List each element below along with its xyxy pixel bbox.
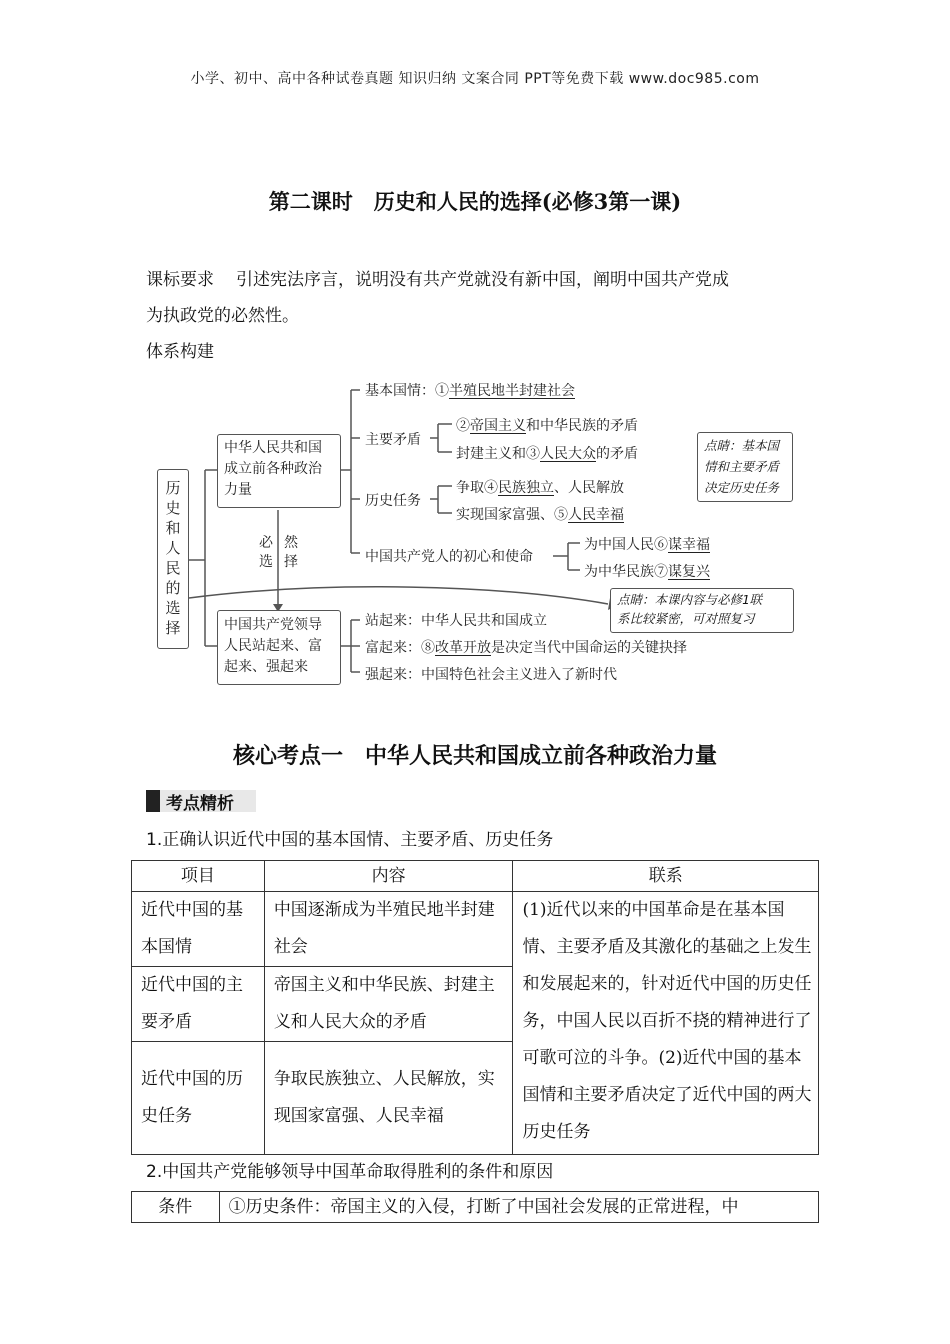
chuxin-line1 bbox=[584, 534, 710, 554]
branch-chuxin-label: 中国共产党人的初心和使命 bbox=[365, 549, 533, 565]
box-a-line: 成立前各种政治 bbox=[224, 461, 322, 477]
bixuan-char: 选 bbox=[259, 554, 273, 570]
fu-pre: 富起来： bbox=[365, 640, 421, 656]
note1-line: 决定历史任务 bbox=[704, 480, 780, 495]
chuxin-answer-1: 谋幸福 bbox=[668, 537, 710, 553]
blank-number: ③ bbox=[526, 446, 540, 462]
root-char: 和 bbox=[165, 519, 181, 537]
chuxin-line2 bbox=[584, 561, 710, 581]
box-b-line: 人民站起来、富 bbox=[224, 638, 322, 654]
subheading-1: 1.正确认识近代中国的基本国情、主要矛盾、历史任务 bbox=[146, 830, 554, 850]
cell-item: 近代中国的历史任务 bbox=[132, 1042, 265, 1155]
renwu-answer-2: 人民幸福 bbox=[568, 507, 624, 523]
kaodian-label: 考点精析 bbox=[166, 794, 234, 814]
note-dianjing-1 bbox=[697, 432, 793, 502]
branch-jiben bbox=[365, 380, 575, 400]
box-a-line: 力量 bbox=[224, 482, 252, 498]
note1-line: 点睛：基本国 bbox=[704, 438, 780, 453]
note2-line: 点睛：本课内容与必修1联 bbox=[617, 592, 763, 607]
section-mark-bar bbox=[146, 790, 160, 812]
maodun-answer-1: 帝国主义 bbox=[470, 418, 526, 434]
box-cpc-leads-text bbox=[224, 615, 322, 678]
fu-answer: 改革开放 bbox=[435, 640, 491, 656]
bixuan-label bbox=[259, 534, 273, 572]
table-row bbox=[132, 892, 819, 967]
blank-number: ⑥ bbox=[654, 537, 668, 553]
note2-line: 系比较紧密，可对照复习 bbox=[617, 611, 755, 626]
maodun-rest-2: 的矛盾 bbox=[596, 446, 638, 462]
blank-number: ② bbox=[456, 418, 470, 434]
box-b-line: 起来、强起来 bbox=[224, 659, 308, 675]
subheading-2: 2.中国共产党能够领导中国革命取得胜利的条件和原因 bbox=[146, 1162, 554, 1182]
chuxin-pre-1: 为中国人民 bbox=[584, 537, 654, 553]
cell-content: 争取民族独立、人民解放，实现国家富强、人民幸福 bbox=[264, 1042, 513, 1155]
renwu-pre-2: 实现国家富强、 bbox=[456, 507, 554, 523]
table-header-row bbox=[132, 861, 819, 892]
renwu-pre-1: 争取 bbox=[456, 480, 484, 496]
note-dianjing-2 bbox=[610, 588, 794, 633]
page-title: 第二课时 历史和人民的选择(必修3第一课) bbox=[268, 189, 682, 214]
branch-maodun-label: 主要矛盾 bbox=[365, 432, 421, 448]
cell-label: 条件 bbox=[132, 1192, 220, 1223]
branch-zhan: 站起来：中华人民共和国成立 bbox=[365, 613, 547, 629]
cell-content: ①历史条件：帝国主义的入侵，打断了中国社会发展的正常进程，中 bbox=[219, 1192, 818, 1223]
root-char: 民 bbox=[165, 559, 181, 577]
root-char: 择 bbox=[165, 619, 181, 637]
cell-item: 近代中国的基本国情 bbox=[132, 892, 265, 967]
kebiao-line2: 为执政党的必然性。 bbox=[146, 306, 299, 326]
blank-number: ⑧ bbox=[421, 640, 435, 656]
box-a-line: 中华人民共和国 bbox=[224, 440, 322, 456]
table-conditions bbox=[131, 1191, 819, 1223]
root-char: 的 bbox=[165, 579, 181, 597]
section-title: 核心考点一 中华人民共和国成立前各种政治力量 bbox=[232, 743, 717, 769]
maodun-pre-2: 封建主义和 bbox=[456, 446, 526, 462]
blank-number: ④ bbox=[484, 480, 498, 496]
kebiao-text-1: 引述宪法序言，说明没有共产党就没有新中国，阐明中国共产党成 bbox=[236, 270, 729, 290]
note1-line: 情和主要矛盾 bbox=[704, 459, 780, 474]
branch-qiang: 强起来：中国特色社会主义进入了新时代 bbox=[365, 667, 617, 683]
fu-rest: 是决定当代中国命运的关键抉择 bbox=[491, 640, 687, 656]
root-char: 历 bbox=[165, 479, 181, 497]
cell-relation: (1)近代以来的中国革命是在基本国情、主要矛盾及其激化的基础之上发生和发展起来的，针对近代中国的历史任务，中国人民以百折不挠的精神进行了可歌可泣的斗争。(2)近代中国的基本国情和主要矛盾决定了近代中国的两大历史任务 bbox=[513, 892, 819, 1155]
chuxin-answer-2: 谋复兴 bbox=[668, 564, 710, 580]
th-relation: 联系 bbox=[513, 861, 819, 892]
box-b-line: 中国共产党领导 bbox=[224, 617, 322, 633]
ranze-label bbox=[284, 534, 298, 572]
root-label bbox=[157, 478, 189, 638]
cell-content: 中国逐渐成为半殖民地半封建社会 bbox=[264, 892, 513, 967]
ranze-char: 择 bbox=[284, 554, 298, 570]
branch-fu bbox=[365, 637, 687, 657]
th-item: 项目 bbox=[132, 861, 265, 892]
maodun-line2 bbox=[456, 443, 638, 463]
renwu-rest-1: 、人民解放 bbox=[554, 480, 624, 496]
maodun-answer-2: 人民大众 bbox=[540, 446, 596, 462]
blank-number: ⑤ bbox=[554, 507, 568, 523]
cell-item: 近代中国的主要矛盾 bbox=[132, 967, 265, 1042]
th-content: 内容 bbox=[264, 861, 513, 892]
renwu-line2 bbox=[456, 504, 624, 524]
ranze-char: 然 bbox=[284, 535, 298, 551]
table-basic-situation bbox=[131, 860, 819, 1155]
box-political-forces-text bbox=[224, 438, 322, 501]
kebiao-label: 课标要求 bbox=[146, 270, 214, 290]
renwu-line1 bbox=[456, 477, 624, 497]
page-header: 小学、初中、高中各种试卷真题 知识归纳 文案合同 PPT等免费下载 www.doc985.com bbox=[190, 71, 760, 87]
bixuan-char: 必 bbox=[259, 535, 273, 551]
cell-content: 帝国主义和中华民族、封建主义和人民大众的矛盾 bbox=[264, 967, 513, 1042]
renwu-answer-1: 民族独立 bbox=[498, 480, 554, 496]
jiben-label: 基本国情： bbox=[365, 383, 435, 399]
table-row bbox=[132, 1192, 819, 1223]
branch-renwu-label: 历史任务 bbox=[365, 493, 421, 509]
tixi-label: 体系构建 bbox=[146, 342, 214, 362]
maodun-rest-1: 和中华民族的矛盾 bbox=[526, 418, 638, 434]
blank-number: ⑦ bbox=[654, 564, 668, 580]
chuxin-pre-2: 为中华民族 bbox=[584, 564, 654, 580]
maodun-line1 bbox=[456, 415, 638, 435]
blank-number: ① bbox=[435, 383, 449, 399]
root-char: 史 bbox=[165, 499, 181, 517]
root-char: 选 bbox=[165, 599, 181, 617]
root-char: 人 bbox=[165, 539, 181, 557]
jiben-answer: 半殖民地半封建社会 bbox=[449, 383, 575, 399]
